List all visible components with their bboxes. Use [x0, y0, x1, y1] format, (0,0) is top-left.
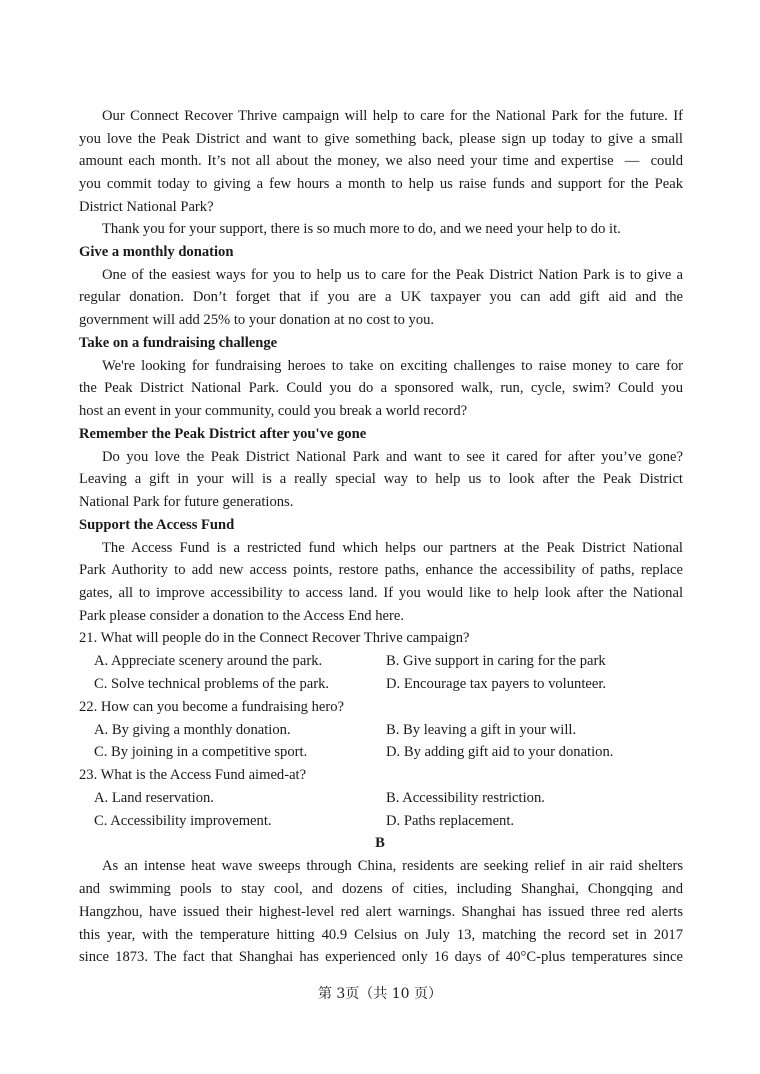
section-2-line-3: host an event in your community, could you break a world record? [79, 403, 468, 419]
section-2-line-1: We're looking for fundraising heroes to take on exciting challenges to raise money to care for [102, 358, 683, 374]
intro-line-5: District National Park? [79, 199, 214, 215]
passage-b-line-1: As an intense heat wave sweeps through China, residents are seeking relief in air raid shelters [102, 858, 683, 874]
section-3-line-2: Leaving a gift in your will is a really special way to help us to look after the Peak District [79, 471, 683, 487]
passage-b-line-2: and swimming pools to stay cool, and dozens of cities, including Shanghai, Chongqing and [79, 881, 683, 897]
question-22-stem: 22. How can you become a fundraising hero? [79, 699, 345, 715]
question-21-option-b: B. Give support in caring for the park [386, 653, 606, 669]
question-22-option-c: C. By joining in a competitive sport. [94, 744, 308, 760]
question-21-stem: 21. What will people do in the Connect Recover Thrive campaign? [79, 630, 470, 646]
intro-line-3: amount each month. It’s not all about the money, we also need your time and expertise — could [79, 153, 683, 169]
page-footer: 第 3页（共 10 页） [317, 986, 443, 1002]
question-22-option-b: B. By leaving a gift in your will. [386, 722, 577, 738]
question-23-option-c: C. Accessibility improvement. [94, 813, 272, 829]
intro-thanks: Thank you for your support, there is so much more to do, and we need your help to do it. [102, 221, 621, 237]
section-2-line-2: the Peak District National Park. Could you do a sponsored walk, run, cycle, swim? Could you [79, 380, 683, 396]
section-1-line-3: government will add 25% to your donation at no cost to you. [79, 312, 435, 328]
section-4-line-4: Park please consider a donation to the Access End here. [79, 608, 405, 624]
section-1-line-2: regular donation. Don’t forget that if you are a UK taxpayer you can add gift aid and the [79, 289, 683, 305]
section-4-line-1: The Access Fund is a restricted fund which helps our partners at the Peak District National [102, 540, 683, 556]
intro-line-4: you commit today to giving a few hours a month to help us raise funds and support for the Peak [79, 176, 683, 192]
section-heading-remember-peak-district: Remember the Peak District after you've gone [79, 426, 367, 442]
passage-b-line-4: this year, with the temperature hitting 40.9 Celsius on July 13, matching the record set in 2017 [79, 927, 683, 943]
section-4-line-3: gates, all to improve accessibility to access land. If you would like to help look after the National [79, 585, 683, 601]
question-22-option-a: A. By giving a monthly donation. [94, 722, 291, 738]
question-23-stem: 23. What is the Access Fund aimed-at? [79, 767, 307, 783]
section-heading-access-fund: Support the Access Fund [79, 517, 235, 533]
section-heading-monthly-donation: Give a monthly donation [79, 244, 234, 260]
section-4-line-2: Park Authority to add new access points, restore paths, enhance the accessibility of paths, replace [79, 562, 683, 578]
section-3-line-1: Do you love the Peak District National Park and want to see it cared for after you’ve gone? [102, 449, 683, 465]
intro-line-1: Our Connect Recover Thrive campaign will help to care for the National Park for the future. If [102, 108, 683, 124]
passage-b-label: B [375, 835, 385, 851]
question-21-option-c: C. Solve technical problems of the park. [94, 676, 330, 692]
passage-b-line-5: since 1873. The fact that Shanghai has experienced only 16 days of 40°C-plus temperatures since [79, 949, 683, 965]
passage-b-line-3: Hangzhou, have issued their highest-level red alert warnings. Shanghai has issued three red alerts [79, 904, 683, 920]
question-21-option-d: D. Encourage tax payers to volunteer. [386, 676, 607, 692]
question-21-option-a: A. Appreciate scenery around the park. [94, 653, 323, 669]
section-1-line-1: One of the easiest ways for you to help us to care for the Peak District Nation Park is to give a [102, 267, 683, 283]
question-23-option-d: D. Paths replacement. [386, 813, 515, 829]
section-3-line-3: National Park for future generations. [79, 494, 294, 510]
section-heading-fundraising-challenge: Take on a fundraising challenge [79, 335, 278, 351]
intro-line-2: you love the Peak District and want to give something back, please sign up today to give a small [79, 131, 683, 147]
question-22-option-d: D. By adding gift aid to your donation. [386, 744, 614, 760]
question-23-option-a: A. Land reservation. [94, 790, 214, 806]
question-23-option-b: B. Accessibility restriction. [386, 790, 545, 806]
